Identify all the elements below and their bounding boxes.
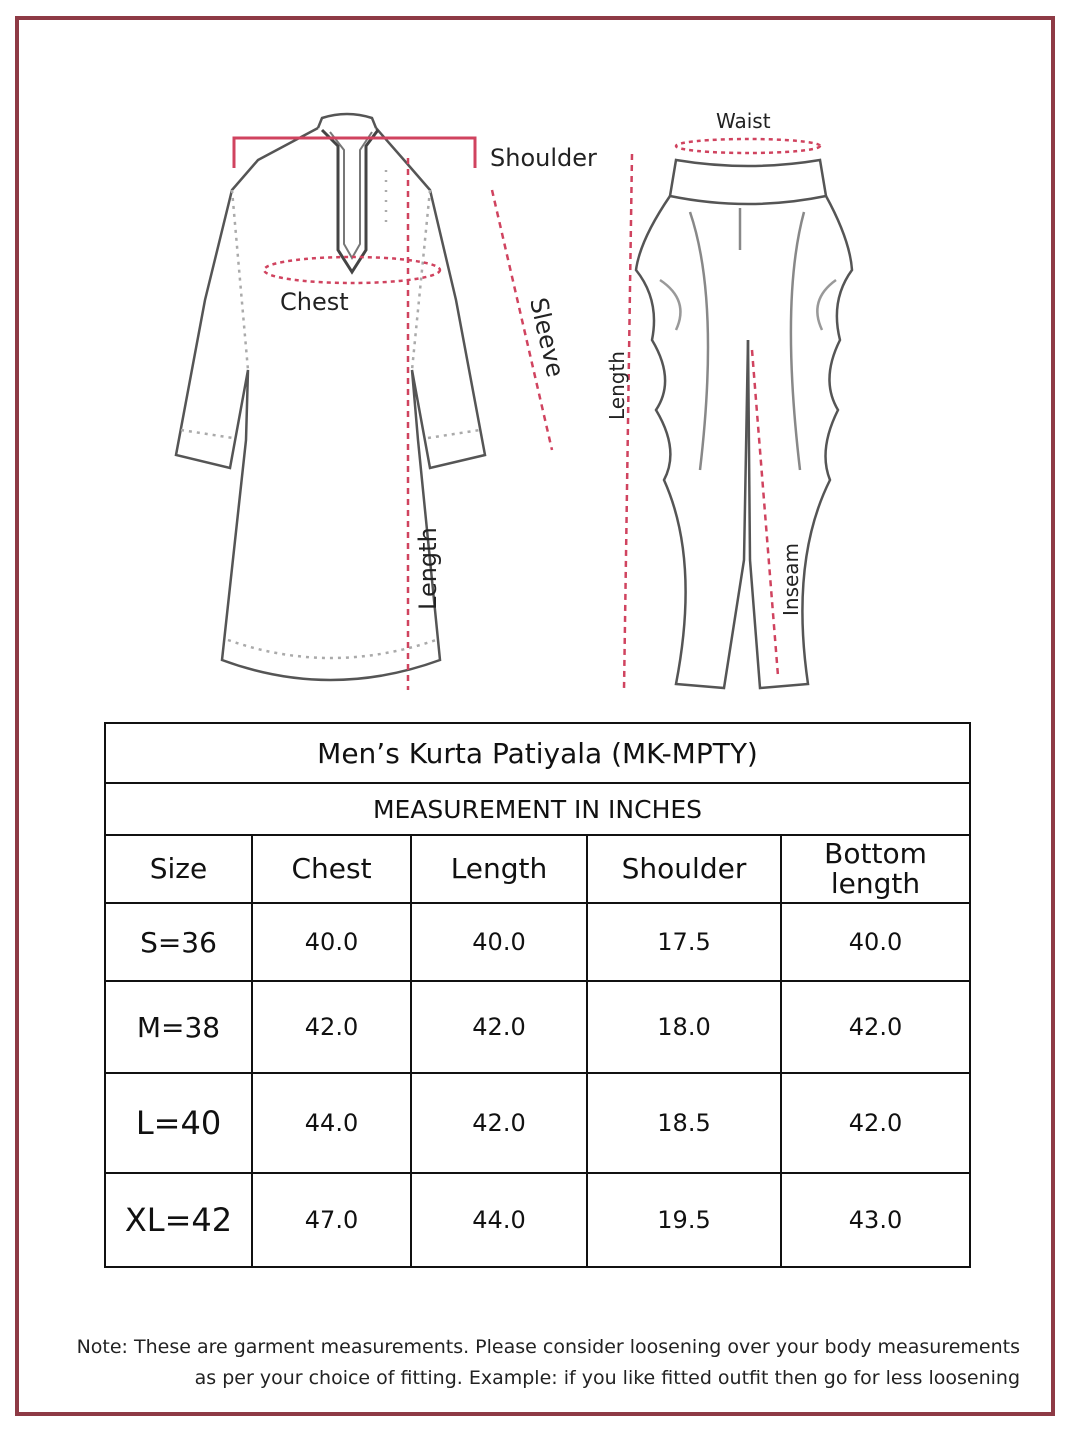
header-size: Size xyxy=(105,835,252,903)
length-cell: 42.0 xyxy=(411,1073,587,1173)
unit-caption: MEASUREMENT IN INCHES xyxy=(105,783,970,835)
length-cell: 42.0 xyxy=(411,981,587,1073)
header-row xyxy=(105,835,970,903)
size-cell: M=38 xyxy=(105,981,252,1073)
kurta-length-label: Length xyxy=(414,527,442,610)
length-cell: 44.0 xyxy=(411,1173,587,1267)
chest-label: Chest xyxy=(280,288,349,316)
chest-cell: 40.0 xyxy=(252,903,411,981)
header-chest: Chest xyxy=(252,835,411,903)
shoulder-cell: 18.5 xyxy=(587,1073,781,1173)
sleeve-label: Sleeve xyxy=(524,295,570,380)
header-shoulder: Shoulder xyxy=(587,835,781,903)
table-row xyxy=(105,1173,970,1267)
table-row xyxy=(105,903,970,981)
bottom-length-cell: 42.0 xyxy=(781,1073,970,1173)
chest-cell: 42.0 xyxy=(252,981,411,1073)
kurta-labels xyxy=(280,144,597,610)
length-cell: 40.0 xyxy=(411,903,587,981)
table-title: Men’s Kurta Patiyala (MK-MPTY) xyxy=(105,723,970,783)
shoulder-label: Shoulder xyxy=(490,144,597,172)
shoulder-cell: 17.5 xyxy=(587,903,781,981)
header-bottom-length: Bottom length xyxy=(781,835,970,903)
bottom-length-cell: 42.0 xyxy=(781,981,970,1073)
shoulder-cell: 19.5 xyxy=(587,1173,781,1267)
note-line-2: as per your choice of fitting. Example: if you like fitted outfit then go for less loosening xyxy=(194,1367,1020,1389)
bottom-length-cell: 40.0 xyxy=(781,903,970,981)
pants-illustration xyxy=(636,160,852,688)
waist-label: Waist xyxy=(716,109,771,133)
header-length: Length xyxy=(411,835,587,903)
size-cell: XL=42 xyxy=(105,1173,252,1267)
fitting-note xyxy=(54,1332,1020,1394)
kurta-measure-lines xyxy=(234,138,552,690)
chest-cell: 47.0 xyxy=(252,1173,411,1267)
size-chart-table xyxy=(104,722,971,1268)
size-cell: L=40 xyxy=(105,1073,252,1173)
chest-cell: 44.0 xyxy=(252,1073,411,1173)
bottom-length-cell: 43.0 xyxy=(781,1173,970,1267)
size-cell: S=36 xyxy=(105,903,252,981)
pants-labels xyxy=(605,109,803,616)
table-row xyxy=(105,981,970,1073)
inseam-label: Inseam xyxy=(779,542,803,616)
table-row xyxy=(105,1073,970,1173)
pants-length-label: Length xyxy=(605,351,629,420)
shoulder-cell: 18.0 xyxy=(587,981,781,1073)
note-line-1: Note: These are garment measurements. Please consider loosening over your body measurements xyxy=(76,1336,1020,1358)
